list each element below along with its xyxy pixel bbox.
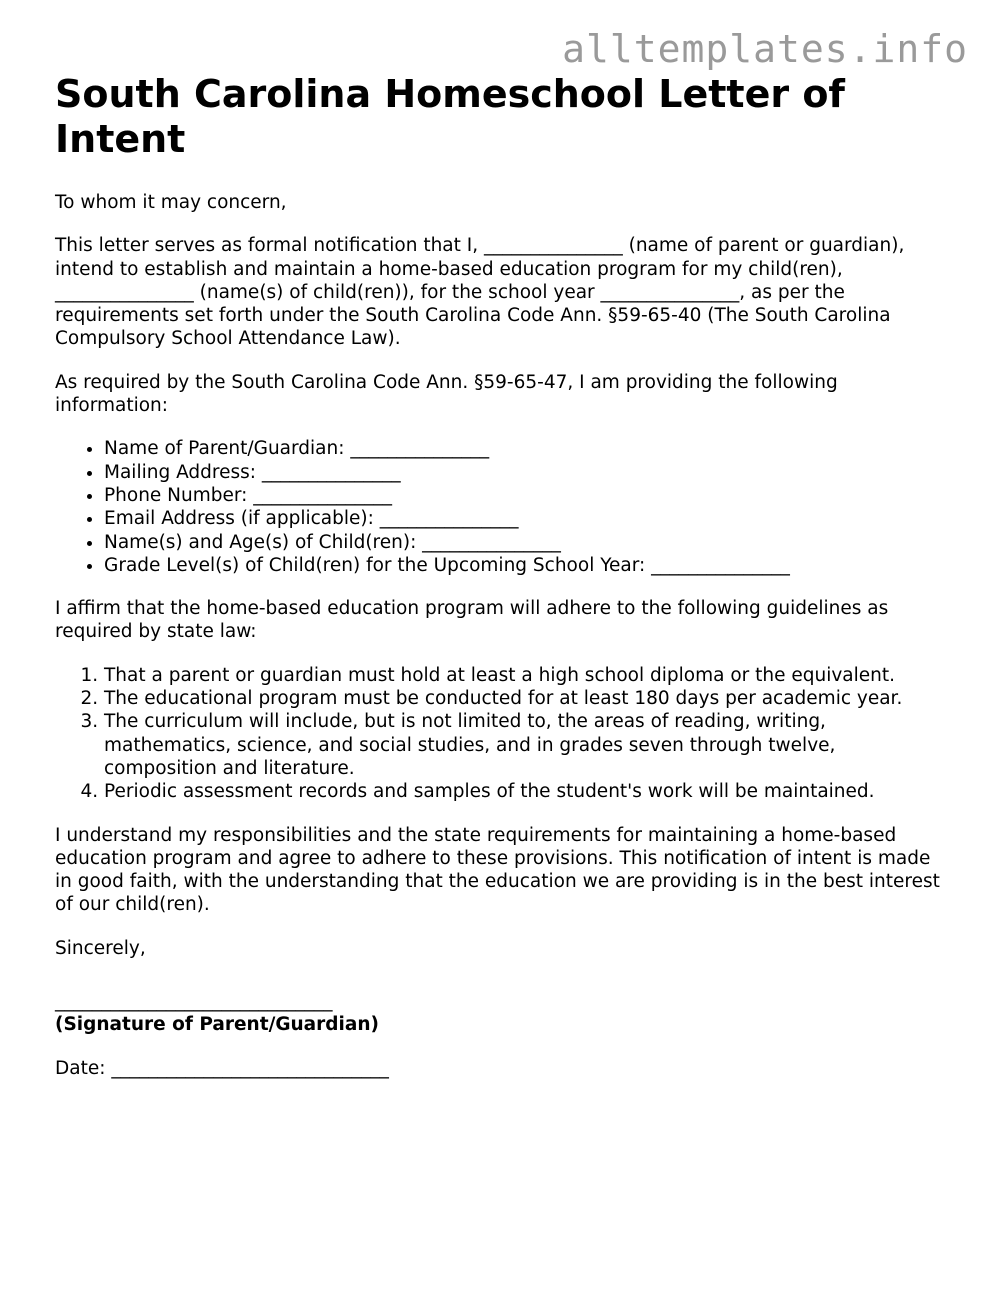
salutation: To whom it may concern, bbox=[55, 192, 287, 213]
list-item: • Name of Parent/Guardian: _______________ bbox=[104, 437, 950, 460]
list-item: • Name(s) and Age(s) of Child(ren): _______________ bbox=[104, 531, 950, 554]
responsibility-paragraph: I understand my responsibilities and the state requirements for maintaining a home-based education program and agree to adhere to these provisions. This notification of intent is made in good faith, with the understanding that the education we are providing is in the best interest of our child(ren). bbox=[55, 824, 940, 916]
list-item: 4. Periodic assessment records and samples of the student's work will be maintained. bbox=[104, 780, 950, 803]
list-item: 1. That a parent or guardian must hold at least a high school diploma or the equivalent. bbox=[104, 664, 950, 687]
closing: Sincerely, bbox=[55, 937, 146, 959]
list-item: 2. The educational program must be conducted for at least 180 days per academic year. bbox=[104, 687, 950, 710]
information-list bbox=[55, 437, 950, 577]
list-item: • Email Address (if applicable): _______________ bbox=[104, 507, 950, 530]
list-item: • Mailing Address: _______________ bbox=[104, 461, 950, 484]
list-item: • Phone Number: _______________ bbox=[104, 484, 950, 507]
signature-line: ______________________________ bbox=[55, 991, 333, 1013]
information-intro: As required by the South Carolina Code Ann. §59-65-47, I am providing the following information: bbox=[55, 371, 838, 417]
list-item: • Grade Level(s) of Child(ren) for the Upcoming School Year: _______________ bbox=[104, 554, 950, 577]
watermark: alltemplates.info bbox=[562, 27, 968, 71]
letter-document bbox=[55, 72, 950, 1080]
document-title: South Carolina Homeschool Letter of Intent bbox=[55, 72, 845, 161]
affirmation-paragraph: I affirm that the home-based education program will adhere to the following guidelines as required by state law: bbox=[55, 598, 889, 643]
list-item: 3. The curriculum will include, but is not limited to, the areas of reading, writing, mathematics, science, and social studies, and in grades seven through twelve, composition and literature. bbox=[104, 710, 950, 780]
date-line: Date: ______________________________ bbox=[55, 1057, 389, 1079]
guidelines-list bbox=[55, 664, 950, 804]
notification-paragraph: This letter serves as formal notification that I, _______________ (name of parent or guardian), intend to establish and maintain a home-based education program for my child(ren), _______________ (name(s) of child(ren)), for the school year _______________, as per the requirements set forth under the South Carolina Code Ann. §59-65-40 (The South Carolina Compulsory School Attendance Law). bbox=[55, 235, 905, 350]
signature-caption: (Signature of Parent/Guardian) bbox=[55, 1014, 379, 1036]
